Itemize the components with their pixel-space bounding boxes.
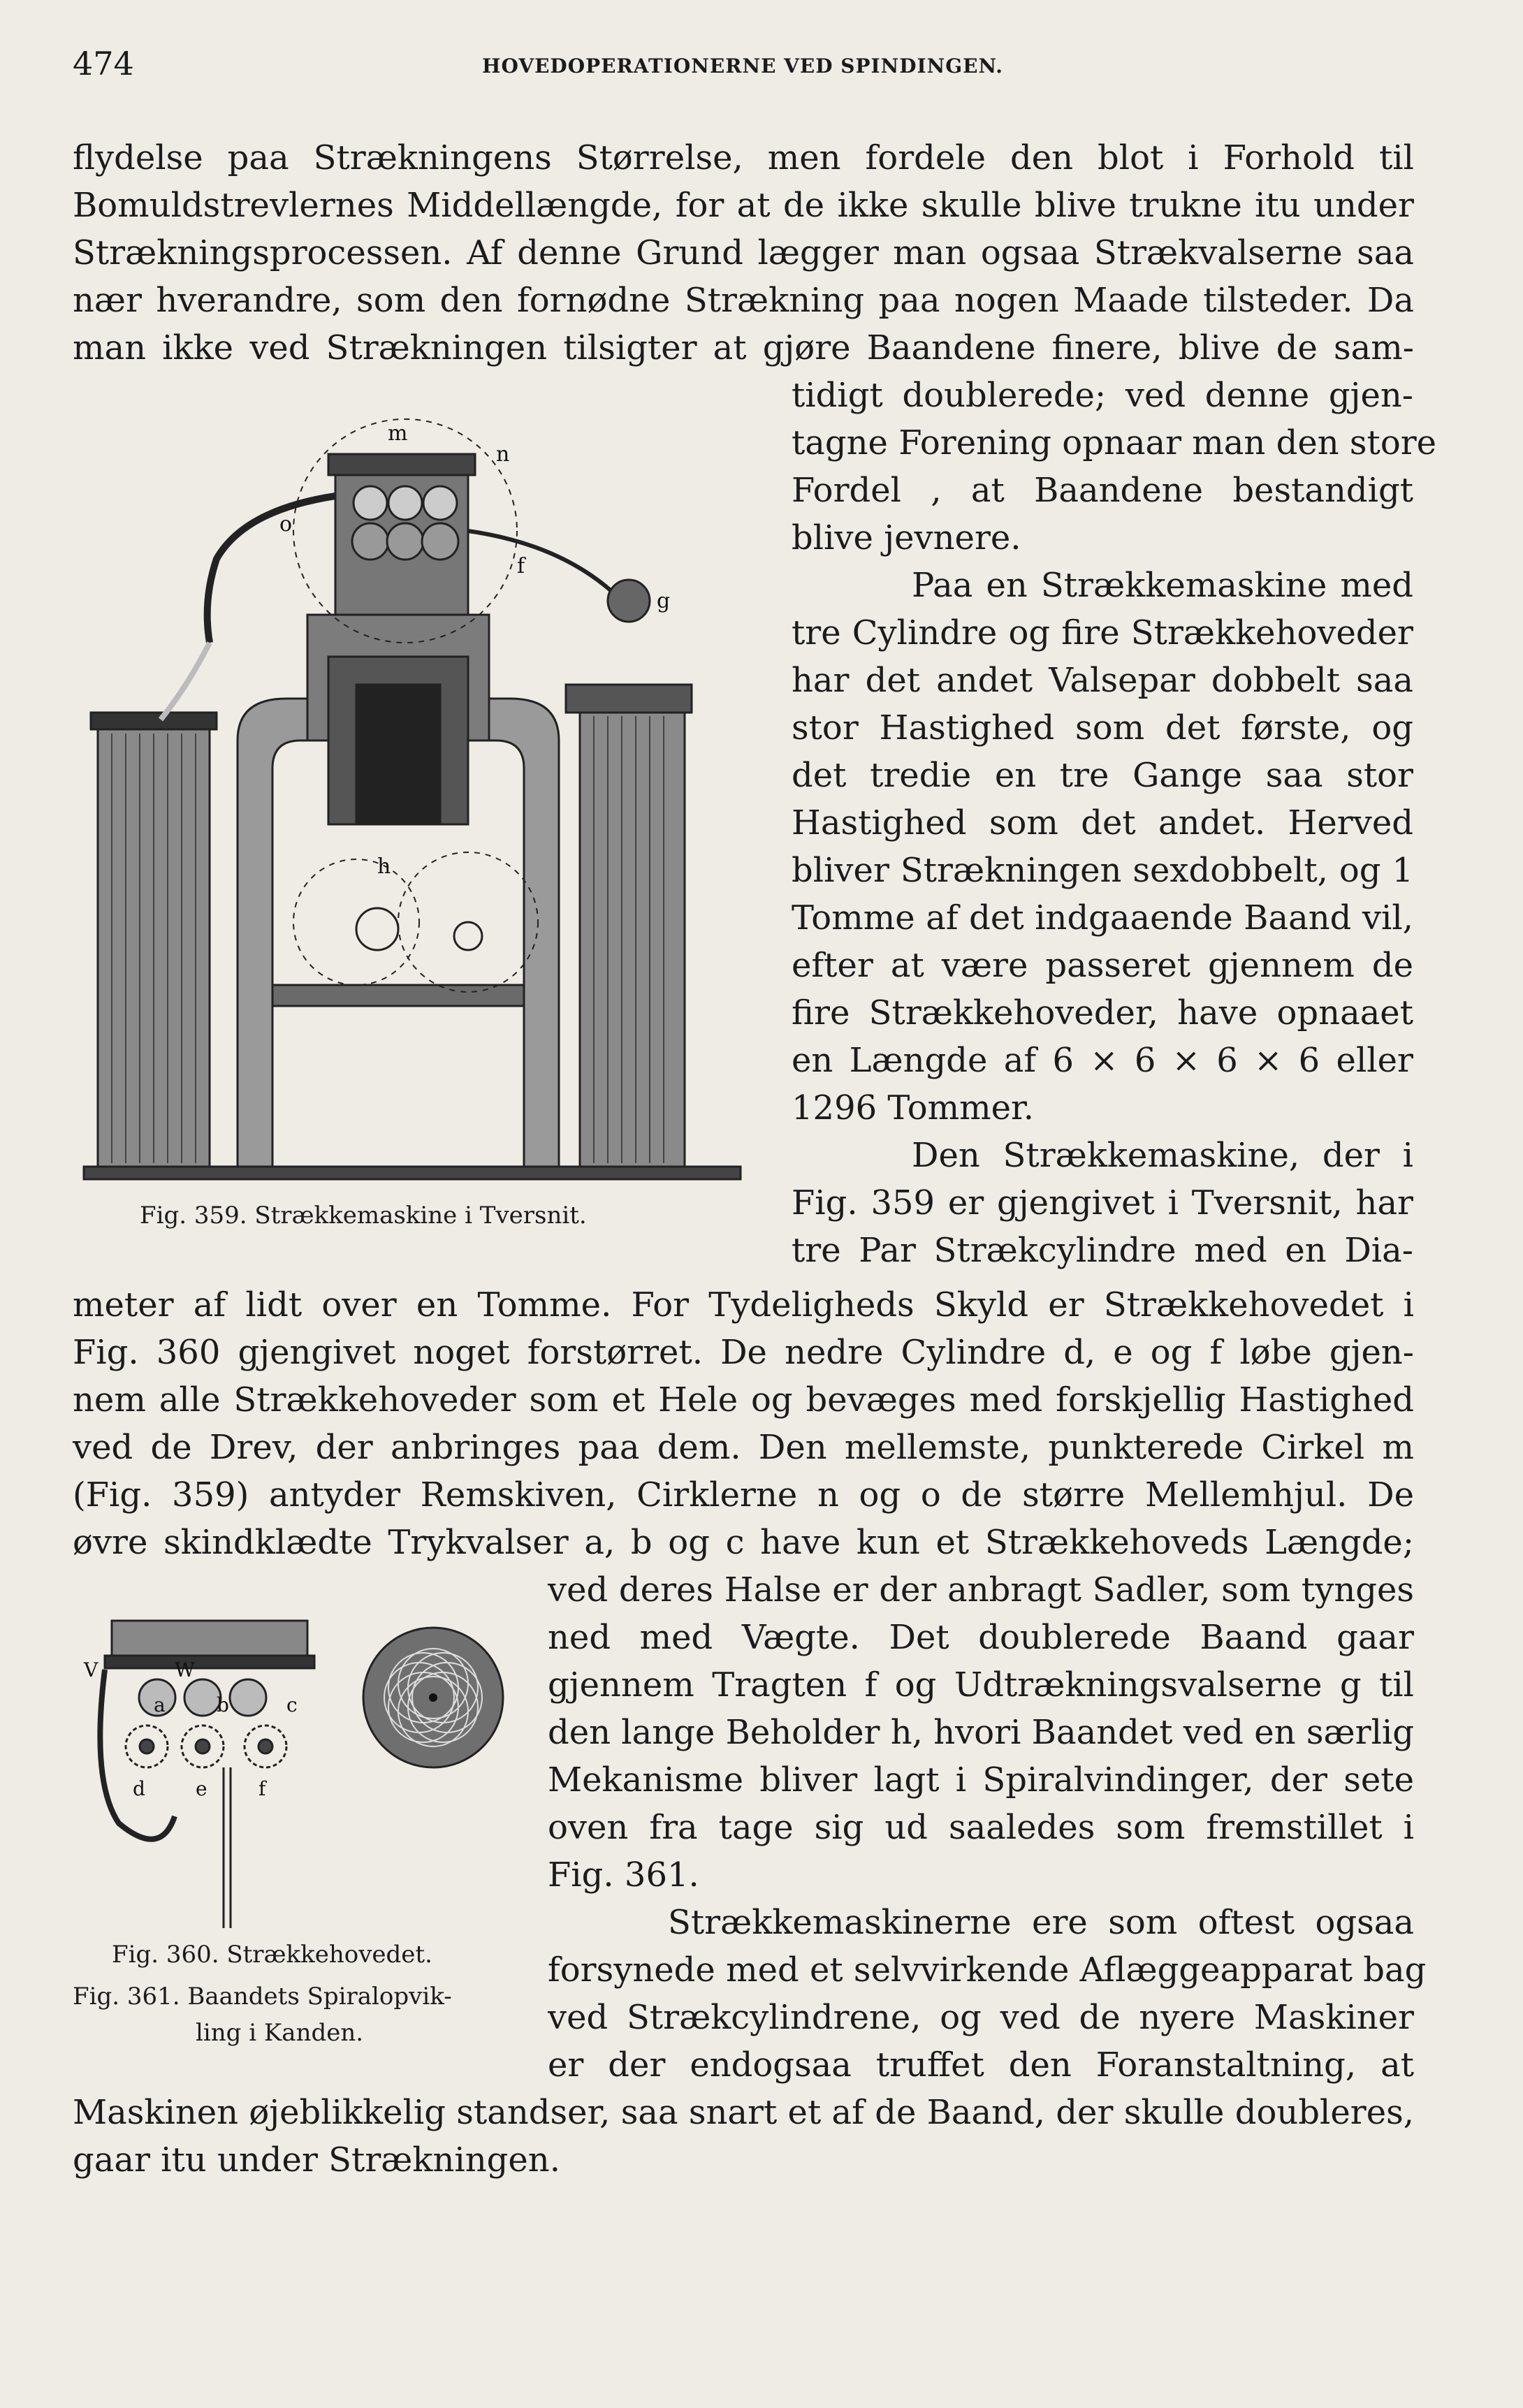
body-line: gjennem Tragten f og Udtrækningsvalserne g til: [548, 1665, 1414, 1705]
body-line: øvre skindklædte Trykvalser a, b og c have kun et Strækkehoveds Længde;: [73, 1523, 1414, 1562]
body-line: Maskinen øjeblikkelig standser, saa snart et af de Baand, der skulle doubleres,: [73, 2093, 1414, 2132]
body-line: Fig. 361.: [548, 1855, 699, 1895]
body-line: ved de Drev, der anbringes paa dem. Den mellemste, punkterede Cirkel m: [73, 1428, 1414, 1467]
label-c: c: [286, 1693, 298, 1716]
body-line: 1296 Tommer.: [792, 1088, 1034, 1128]
body-line: Fig. 359 er gjengivet i Tversnit, har: [792, 1183, 1413, 1223]
body-line: nær hverandre, som den fornødne Strækning paa nogen Maade tilsteder. Da: [73, 281, 1414, 320]
label-a: a: [154, 1693, 166, 1716]
fig359-caption: Fig. 359. Strækkemaskine i Tversnit.: [140, 1202, 587, 1229]
body-line: flydelse paa Strækningens Størrelse, men fordele den blot i Forhold til: [73, 138, 1414, 177]
running-header: HOVEDOPERATIONERNE VED SPINDINGEN.: [482, 54, 1004, 78]
body-line: Strækningsprocessen. Af denne Grund lægger man ogsaa Strækvalserne saa: [73, 233, 1414, 272]
body-line: ned med Vægte. Det doublerede Baand gaar: [548, 1618, 1414, 1657]
label-W: W: [175, 1658, 195, 1681]
body-line: Mekanisme bliver lagt i Spiralvindinger, der sete: [548, 1760, 1414, 1800]
fig360-caption: Fig. 360. Strækkehovedet.: [112, 1941, 432, 1969]
body-line: tagne Forening opnaar man den store: [792, 423, 1437, 462]
body-line: tre Par Strækcylindre med en Dia-: [792, 1231, 1413, 1270]
label-f2: f: [258, 1777, 266, 1800]
body-line: Bomuldstrevlernes Middellængde, for at de ikke skulle blive trukne itu under: [73, 186, 1414, 225]
body-line: meter af lidt over en Tomme. For Tydeligheds Skyld er Strækkehovedet i: [73, 1285, 1414, 1325]
body-line: fire Strækkehoveder, have opnaaet: [792, 993, 1413, 1032]
label-n: n: [496, 442, 510, 467]
body-line: forsynede med et selvvirkende Aflæggeapparat bag: [548, 1950, 1427, 1990]
body-line: gaar itu under Strækningen.: [73, 2140, 560, 2180]
page-number: 474: [73, 45, 134, 82]
label-b: b: [217, 1693, 229, 1716]
body-line: Strækkemaskinerne ere som oftest ogsaa: [668, 1903, 1414, 1942]
body-line: man ikke ved Strækningen tilsigter at gjøre Baandene finere, blive de sam-: [73, 328, 1414, 367]
body-line: bliver Strækningen sexdobbelt, og 1: [792, 851, 1413, 890]
body-line: blive jevnere.: [792, 518, 1021, 557]
body-line: Fordel , at Baandene bestandigt: [792, 471, 1413, 510]
body-line: den lange Beholder h, hvori Baandet ved en særlig: [548, 1713, 1414, 1752]
body-line: det tredie en tre Gange saa stor: [792, 756, 1413, 795]
body-line: tre Cylindre og fire Strækkehoveder: [792, 613, 1413, 652]
fig359-machine-illustration: [77, 391, 748, 1195]
body-line: stor Hastighed som det første, og: [792, 708, 1413, 747]
body-line: oven fra tage sig ud saaledes som fremstillet i: [548, 1808, 1414, 1847]
label-h: h: [377, 854, 391, 879]
fig361-spiral-coil-illustration: [356, 1621, 510, 1774]
label-o: o: [279, 512, 293, 537]
body-line: har det andet Valsepar dobbelt saa: [792, 661, 1413, 700]
body-line: Fig. 360 gjengivet noget forstørret. De nedre Cylindre d, e og f løbe gjen-: [73, 1333, 1414, 1372]
body-line: nem alle Strækkehoveder som et Hele og bevæges med forskjellig Hastighed: [73, 1380, 1414, 1420]
body-line: ved deres Halse er der anbragt Sadler, som tynges: [548, 1570, 1414, 1610]
body-line: er der endogsaa truffet den Foranstaltning, at: [548, 2045, 1414, 2085]
fig361-caption-line2: ling i Kanden.: [196, 2019, 364, 2047]
label-f: f: [517, 554, 525, 578]
label-d: d: [133, 1777, 145, 1800]
label-m: m: [388, 421, 408, 446]
body-line: (Fig. 359) antyder Remskiven, Cirklerne n og o de større Mellemhjul. De: [73, 1475, 1414, 1515]
body-line: tidigt doublerede; ved denne gjen-: [792, 376, 1413, 415]
body-line: efter at være passeret gjennem de: [792, 946, 1413, 985]
label-V: V: [84, 1658, 99, 1681]
body-line: Tomme af det indgaaende Baand vil,: [792, 898, 1413, 937]
fig360-drafting-head-illustration: [77, 1607, 328, 1935]
body-line: en Længde af 6 × 6 × 6 × 6 eller: [792, 1041, 1413, 1080]
fig361-caption-line1: Fig. 361. Baandets Spiralopvik-: [73, 1983, 452, 2011]
body-line: ved Strækcylindrene, og ved de nyere Maskiner: [548, 1998, 1414, 2037]
body-line: Paa en Strækkemaskine med: [912, 566, 1413, 605]
body-line: Hastighed som det andet. Herved: [792, 803, 1413, 842]
label-e: e: [196, 1777, 207, 1800]
body-line: Den Strækkemaskine, der i: [912, 1136, 1413, 1175]
label-g: g: [657, 589, 671, 613]
